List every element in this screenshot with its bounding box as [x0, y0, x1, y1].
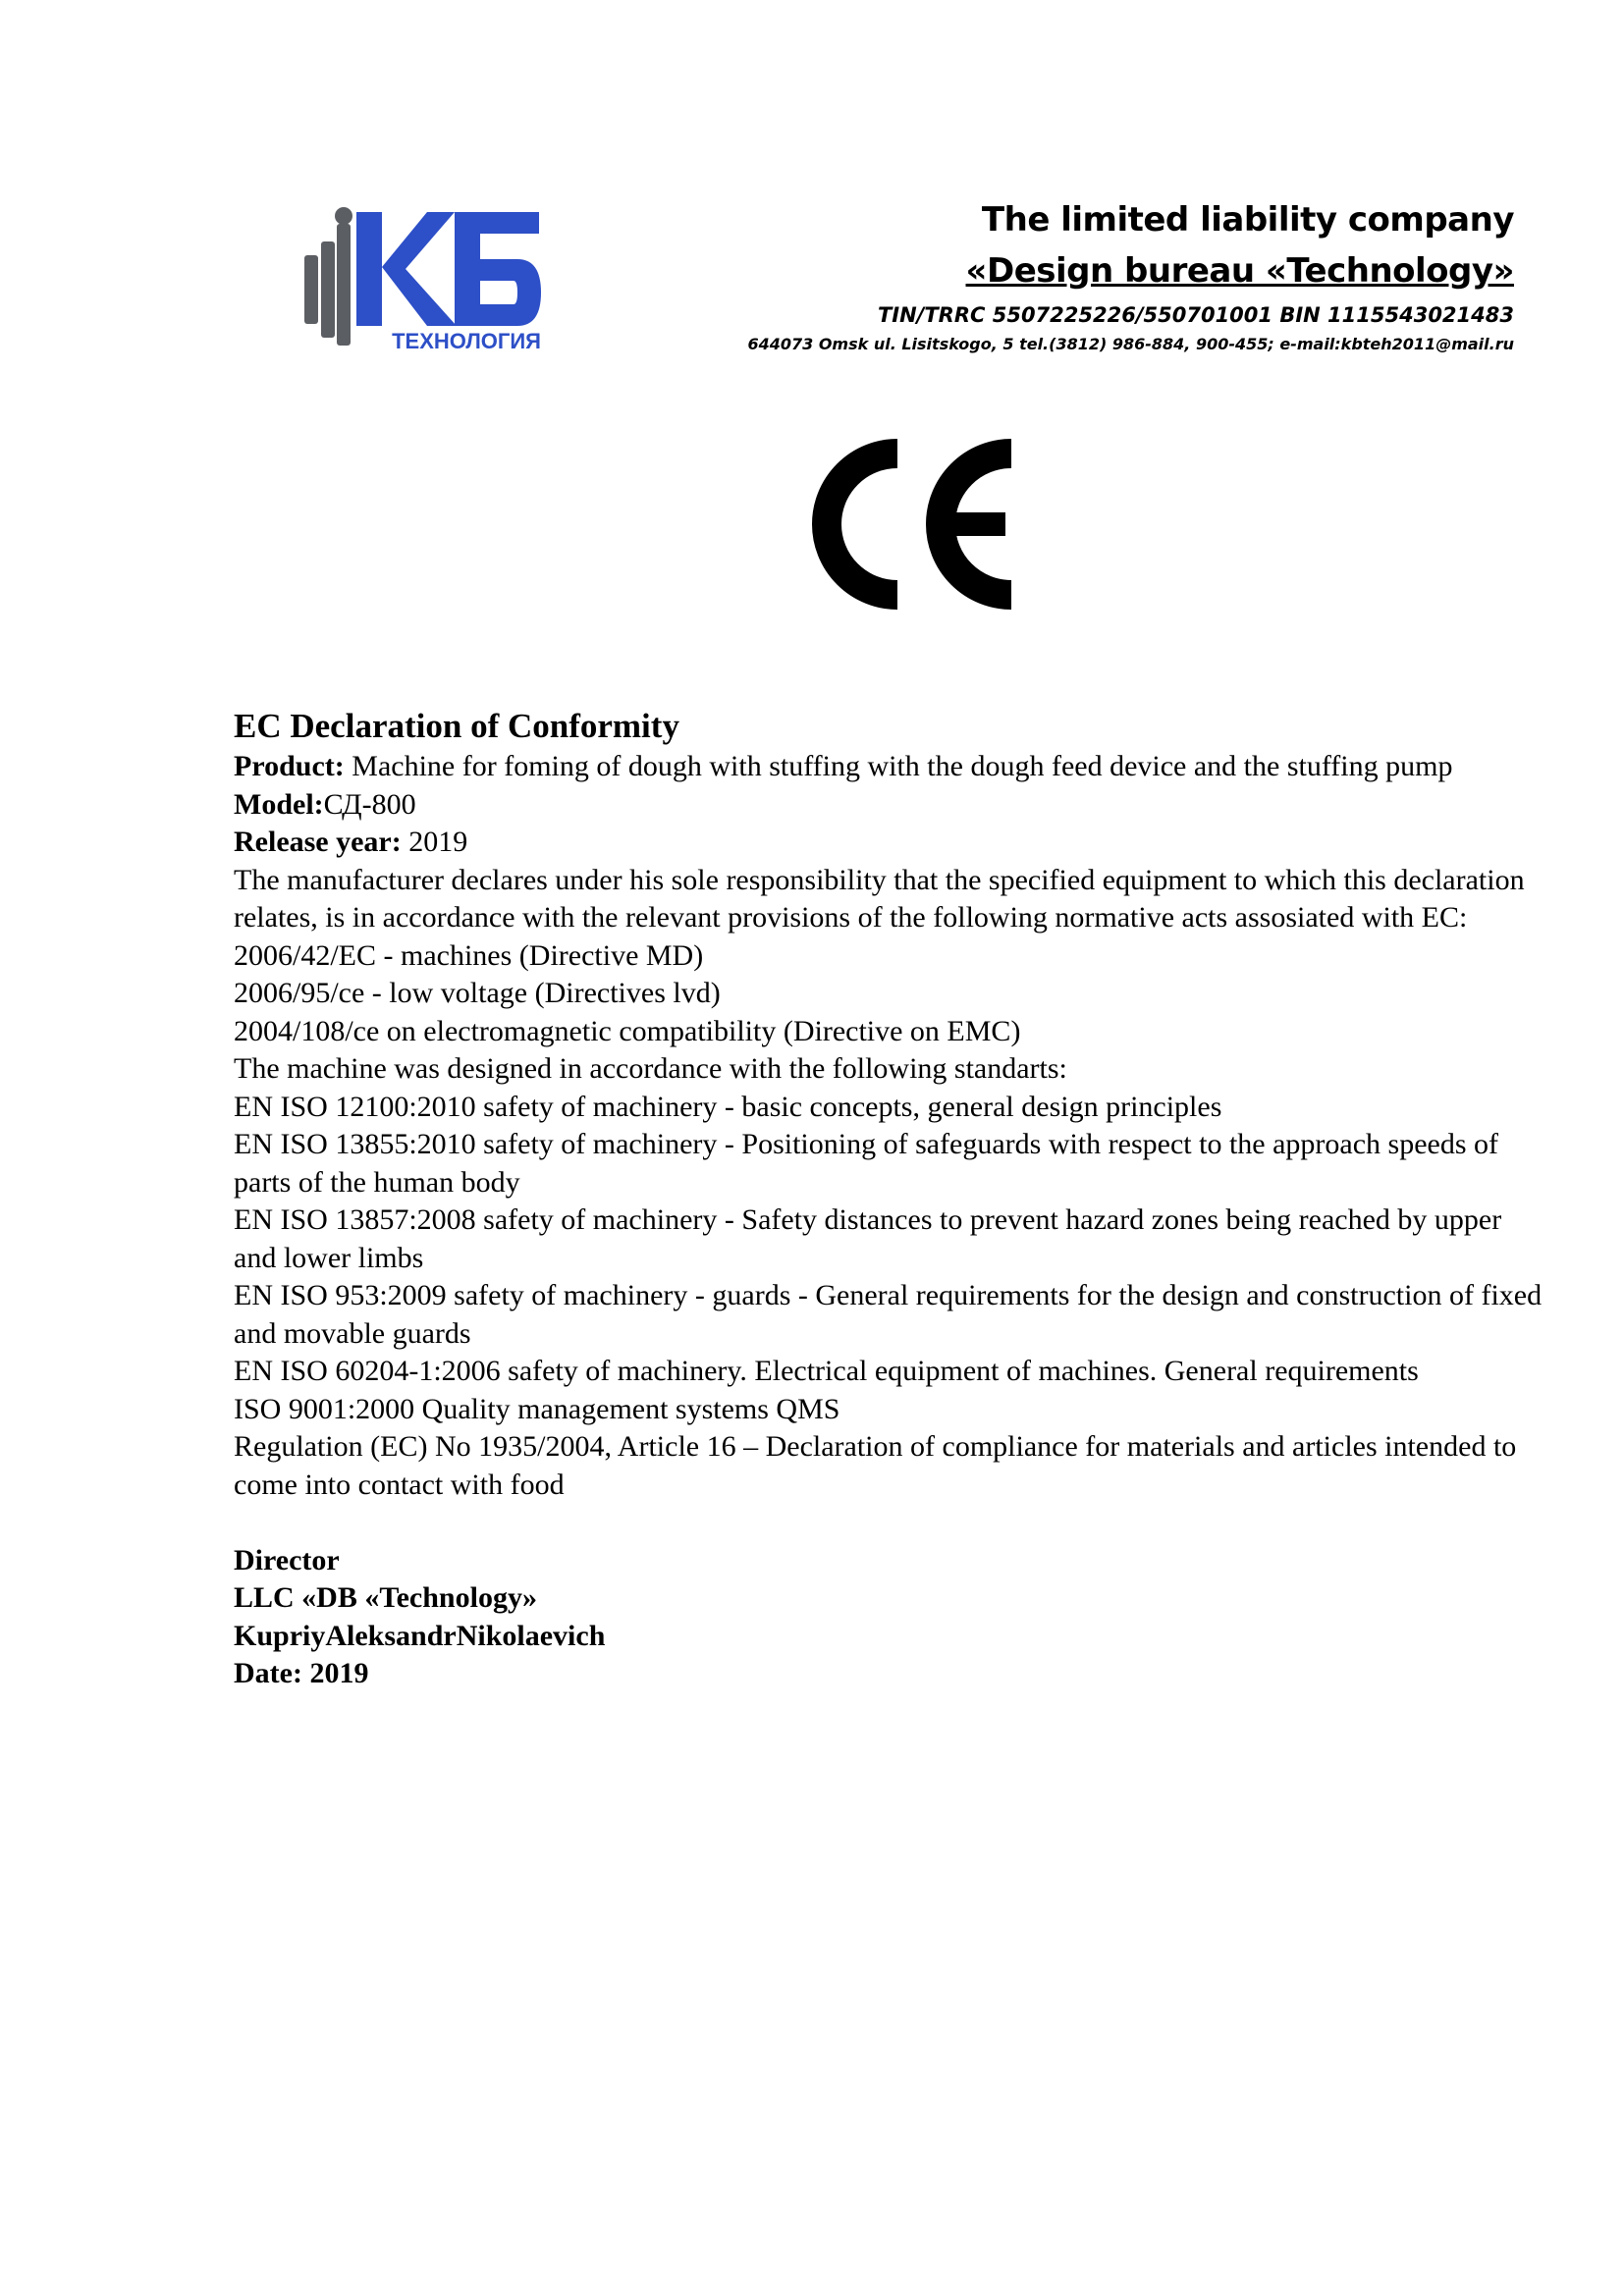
release-year-line	[234, 824, 1549, 862]
standard-item: ISO 9001:2000 Quality management systems QMS	[234, 1392, 840, 1425]
release-year-value: 2019	[401, 826, 468, 858]
declaration-title: EC Declaration of Conformity	[234, 707, 679, 745]
signature-block	[234, 1542, 1549, 1693]
standard-item: EN ISO 60204-1:2006 safety of machinery. Electrical equipment of machines. General requirements	[234, 1355, 1419, 1387]
product-value: Machine for foming of dough with stuffing with the dough feed device and the stuffing pump	[344, 750, 1453, 782]
standard-item: EN ISO 12100:2010 safety of machinery - basic concepts, general design principles	[234, 1090, 1222, 1123]
declaration-body	[234, 705, 1549, 1693]
directive-item: 2006/42/EC - machines (Directive MD)	[234, 938, 704, 972]
manufacturer-statement: The manufacturer declares under his sole responsibility that the specified equipment to which this declaration relates, is in accordance with the relevant provisions of the following normative acts assosiated with EC:	[234, 863, 1525, 934]
standard-item: EN ISO 953:2009 safety of machinery - guards - General requirements for the design and construction of fixed and movable guards	[234, 1279, 1543, 1350]
company-registration-numbers: TIN/TRRC 5507225226/550701001 BIN 1115543021483	[877, 303, 1514, 327]
ce-mark-icon	[807, 436, 1027, 613]
standard-item: EN ISO 13855:2010 safety of machinery - Positioning of safeguards with respect to the approach speeds of parts of the human body	[234, 1128, 1499, 1199]
company-contact-address: 644073 Omsk ul. Lisitskogo, 5 tel.(3812) 986-884, 900-455; e-mail:kbteh2011@mail.ru	[747, 335, 1514, 353]
standards-intro: The machine was designed in accordance with the following standarts:	[234, 1052, 1067, 1085]
product-label: Product:	[234, 750, 345, 782]
kb-technology-logo	[299, 206, 545, 353]
standard-item: Regulation (EC) No 1935/2004, Article 16 – Declaration of compliance for materials and articles intended to come into contact with food	[234, 1430, 1517, 1501]
company-header	[630, 194, 1514, 357]
release-year-label: Release year:	[234, 826, 402, 858]
signatory-company: LLC «DB «Technology»	[234, 1581, 537, 1614]
signatory-role: Director	[234, 1543, 340, 1576]
company-type: The limited liability company	[981, 200, 1514, 240]
product-line	[234, 748, 1549, 786]
signature-date: Date: 2019	[234, 1657, 369, 1689]
signatory-name: KupriyAleksandrNikolaevich	[234, 1619, 606, 1652]
directive-item: 2004/108/ce on electromagnetic compatibility (Directive on EMC)	[234, 1014, 1021, 1047]
directive-item: 2006/95/ce - low voltage (Directives lvd)	[234, 977, 721, 1009]
model-value: СД-800	[323, 787, 416, 821]
company-name: «Design bureau «Technology»	[965, 251, 1514, 291]
model-label: Model:	[234, 787, 324, 821]
svg-text:ТЕХНОЛОГИЯ: ТЕХНОЛОГИЯ	[392, 329, 541, 353]
standard-item: EN ISO 13857:2008 safety of machinery - Safety distances to prevent hazard zones being reached by upper and lower limbs	[234, 1203, 1502, 1274]
model-line	[234, 786, 1549, 825]
